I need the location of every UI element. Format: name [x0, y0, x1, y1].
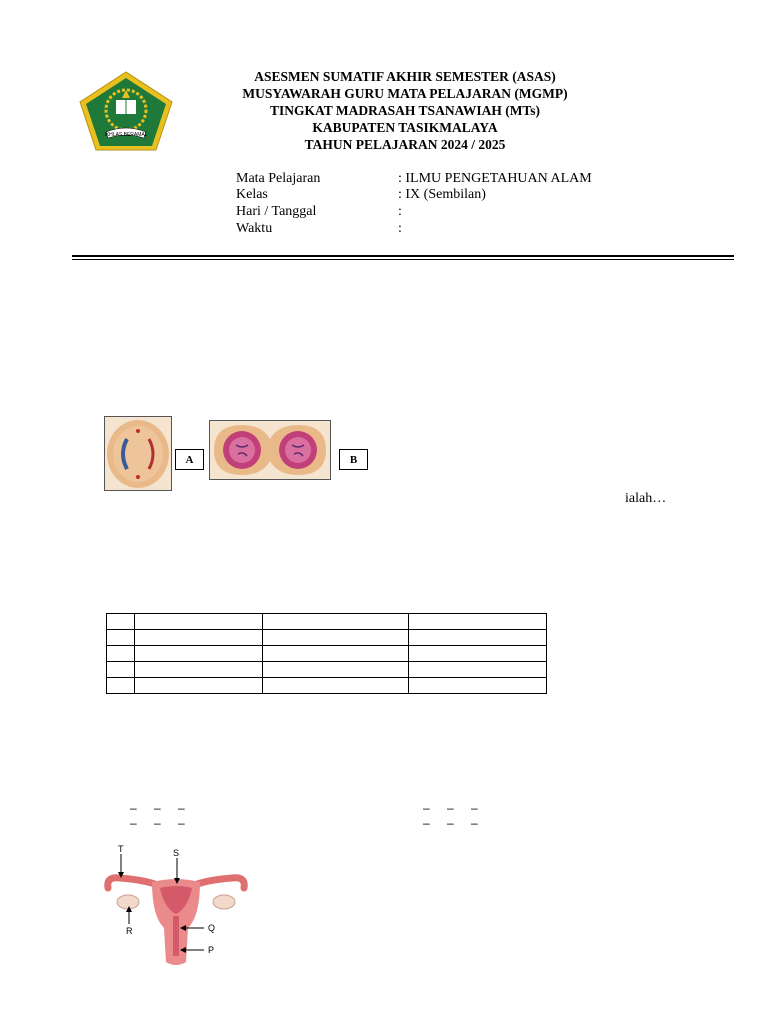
- header-title-4: KABUPATEN TASIKMALAYA: [312, 120, 498, 135]
- diagram-label-s: S: [173, 848, 180, 858]
- header-divider-bottom: [72, 259, 734, 260]
- header-divider-top: [72, 255, 734, 257]
- dash-option-2: – – –: [130, 816, 192, 830]
- diagram-label-t: T: [118, 844, 124, 854]
- uterus-diagram: [96, 842, 256, 970]
- header-title-3: TINGKAT MADRASAH TSANAWIAH (MTs): [270, 103, 540, 118]
- meta-label-time: Waktu: [236, 221, 273, 236]
- cell-image-a: [104, 416, 172, 491]
- header-title-2: MUSYAWARAH GURU MATA PELAJARAN (MGMP): [242, 86, 568, 101]
- meta-value-subject: : ILMU PENGETAHUAN ALAM: [398, 171, 592, 186]
- answer-table: [106, 613, 547, 694]
- dash-option-4: – – –: [423, 816, 485, 830]
- meta-label-day-date: Hari / Tanggal: [236, 204, 317, 219]
- table-row: [107, 646, 547, 662]
- header-title-1: ASESMEN SUMATIF AKHIR SEMESTER (ASAS): [254, 69, 556, 84]
- question-ending-text: ialah…: [625, 491, 667, 506]
- dash-option-3: – – –: [423, 801, 485, 815]
- meta-value-time: :: [398, 221, 402, 236]
- cell-image-b: [209, 420, 331, 480]
- meta-value-class: : IX (Sembilan): [398, 187, 486, 202]
- cell-label-a: A: [175, 449, 204, 470]
- cell-label-b: B: [339, 449, 368, 470]
- meta-value-day-date: :: [398, 204, 402, 219]
- diagram-label-r: R: [126, 926, 133, 936]
- meta-label-class: Kelas: [236, 187, 268, 202]
- logo-motto: IKHLAS BERAMAL: [104, 132, 148, 138]
- table-row: [107, 630, 547, 646]
- dash-option-1: – – –: [130, 801, 192, 815]
- madrasah-logo: [78, 70, 174, 152]
- table-row: [107, 662, 547, 678]
- header-title-5: TAHUN PELAJARAN 2024 / 2025: [304, 137, 506, 152]
- diagram-label-q: Q: [208, 923, 216, 933]
- table-row: [107, 614, 547, 630]
- table-row: [107, 678, 547, 694]
- meta-label-subject: Mata Pelajaran: [236, 171, 321, 186]
- diagram-label-p: P: [208, 945, 215, 955]
